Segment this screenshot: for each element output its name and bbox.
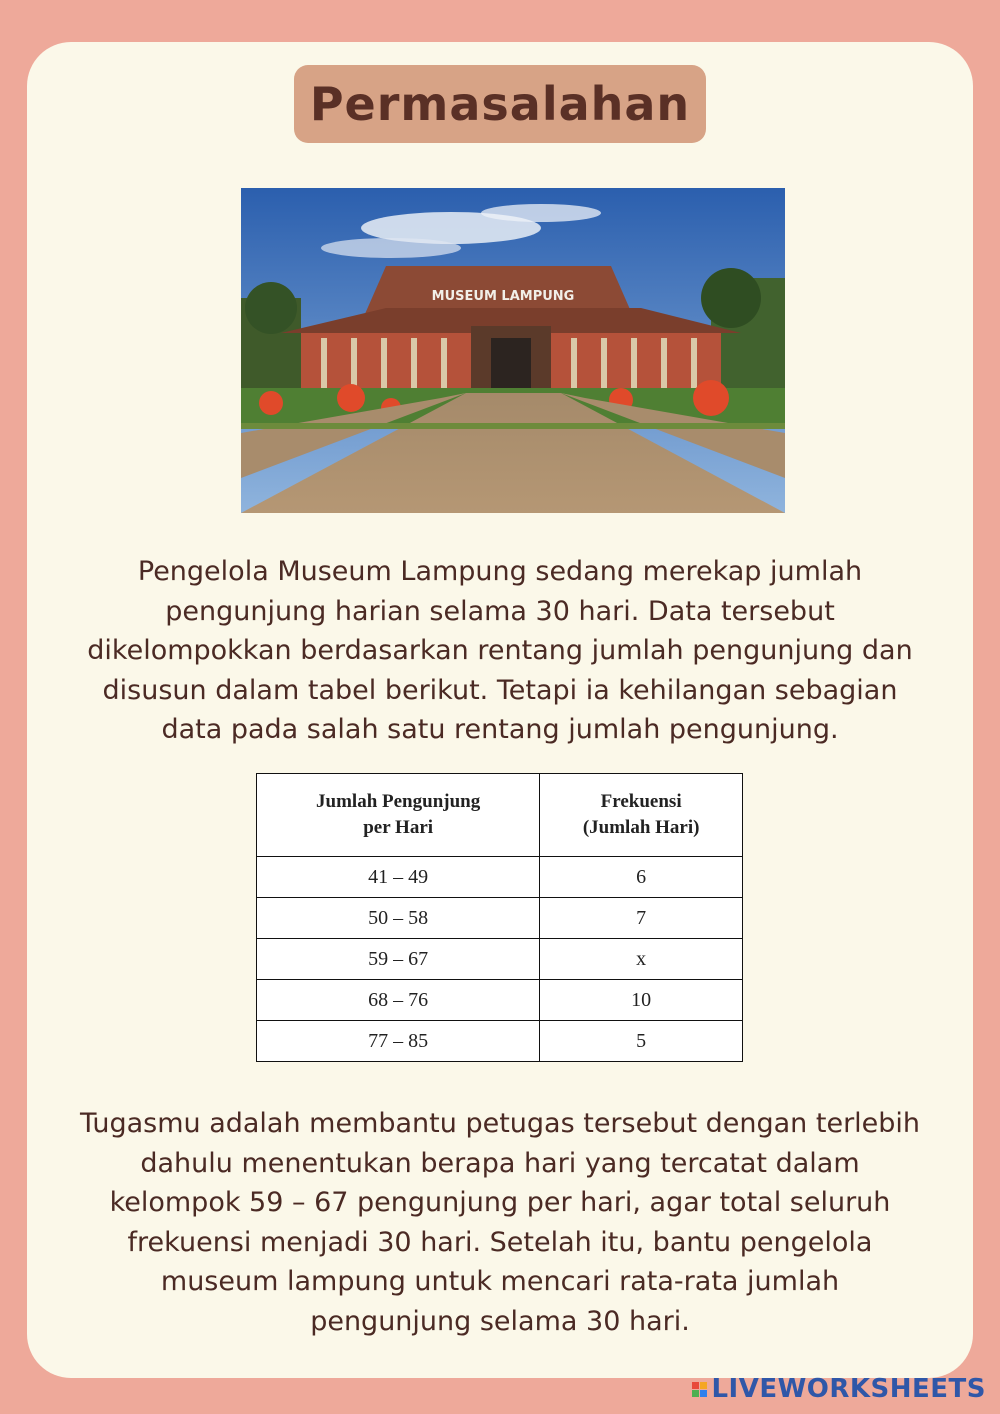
visitor-range-cell: 41 – 49 — [257, 857, 540, 898]
visitor-range-cell: 59 – 67 — [257, 939, 540, 980]
table-row — [257, 898, 743, 939]
frequency-cell: 5 — [540, 1021, 743, 1062]
column-header: Frekuensi (Jumlah Hari) — [540, 774, 743, 857]
table-row — [257, 857, 743, 898]
column-header: Jumlah Pengunjung per Hari — [257, 774, 540, 857]
frequency-table — [256, 773, 743, 1062]
table-row — [257, 980, 743, 1021]
page-title: Permasalahan — [309, 77, 691, 131]
title-banner — [294, 65, 706, 143]
intro-paragraph: Pengelola Museum Lampung sedang merekap jumlah pengunjung harian selama 30 hari. Data tersebut dikelompokkan berdasarkan rentang jumlah pengunjung dan disusun dalam tabel berikut. Tetapi ia kehilangan sebagian data pada salah satu rentang jumlah pengunjung. — [87, 556, 913, 745]
frequency-cell: 7 — [540, 898, 743, 939]
table-row — [257, 1021, 743, 1062]
brand-text: LIVEWORKSHEETS — [711, 1374, 986, 1404]
frequency-cell: 10 — [540, 980, 743, 1021]
visitor-range-cell: 50 – 58 — [257, 898, 540, 939]
frequency-cell: 6 — [540, 857, 743, 898]
logo-squares-icon — [692, 1382, 707, 1397]
task-paragraph: Tugasmu adalah membantu petugas tersebut dengan terlebih dahulu menentukan berapa hari yang tercatat dalam kelompok 59 – 67 pengunjung per hari, agar total seluruh frekuensi menjadi 30 hari. Setelah itu, bantu pengelola museum lampung untuk mencari rata-rata jumlah pengunjung selama 30 hari. — [79, 1108, 921, 1337]
visitor-range-cell: 68 – 76 — [257, 980, 540, 1021]
museum-sign: MUSEUM LAMPUNG — [431, 289, 575, 304]
liveworksheets-logo[interactable] — [692, 1374, 986, 1404]
museum-photo — [241, 188, 785, 513]
table-row — [257, 939, 743, 980]
visitor-range-cell: 77 – 85 — [257, 1021, 540, 1062]
table-header-row — [257, 774, 743, 857]
frequency-cell: x — [540, 939, 743, 980]
